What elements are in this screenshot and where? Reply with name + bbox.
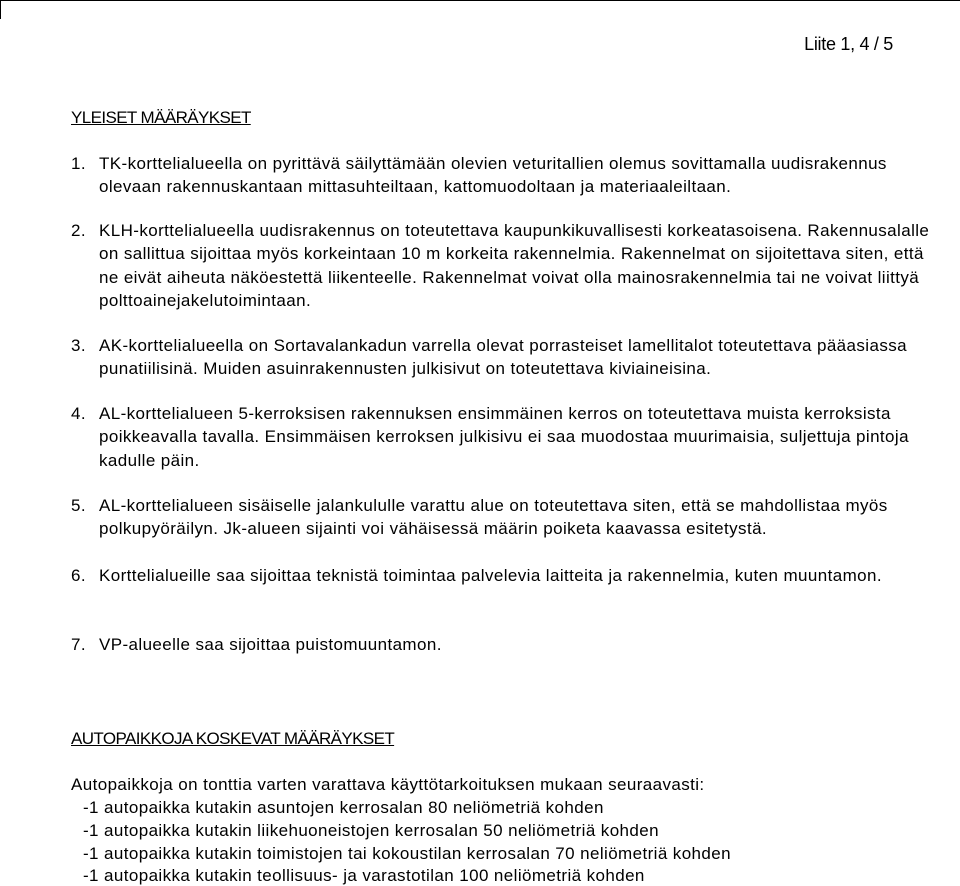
regulation-number: 1. [71,154,86,173]
page-top-border [0,0,960,1]
parking-regulations-heading: AUTOPAIKKOJA KOSKEVAT MÄÄRÄYKSET [71,729,395,748]
regulation-item-1 [71,152,931,199]
regulation-item-2 [71,219,931,312]
parking-rule: -1 autopaikka kutakin liikehuoneistojen kerrosalan 50 neliömetriä kohden [83,821,659,840]
regulation-text: AL-korttelialueen 5-kerroksisen rakennuksen ensimmäinen kerros on toteutettava muista kerroksista poikkeavalla tavalla. Ensimmäisen kerroksen julkisivu ei saa muodostaa muurimaisia, suljettuja pintoja kadulle päin. [99,404,909,470]
regulation-item-7 [71,633,931,656]
regulation-number: 2. [71,221,86,240]
regulation-item-5 [71,494,931,541]
regulation-number: 3. [71,336,86,355]
regulation-text: KLH-korttelialueella uudisrakennus on toteutettava kaupunkikuvallisesti korkeatasoisena. Rakennusalalle on sallittua sijoittaa myös korkeintaan 10 m korkeita rakennelmia. Rakennelmat on sijoitettava siten, että ne eivät aiheuta näköestettä liikenteelle. Rakennelmat voivat olla mainosrakennelmia tai ne voivat liittyä polttoainejakelutoimintaan. [99,221,930,310]
appendix-reference: Liite 1, 4 / 5 [804,34,893,54]
parking-rule: -1 autopaikka kutakin teollisuus- ja varastotilan 100 neliömetriä kohden [83,866,645,885]
regulation-number: 4. [71,404,86,423]
regulation-text: AL-korttelialueen sisäiselle jalankululle varattu alue on toteutettava siten, että se mahdollistaa myös polkupyöräilyn. Jk-alueen sijainti voi vähäisessä määrin poiketa kaavassa esitetystä. [99,496,888,539]
regulation-number: 7. [71,635,86,654]
regulation-text: TK-korttelialueella on pyrittävä säilyttämään olevien veturitallien olemus sovittamalla uudisrakennus olevaan rakennuskantaan mittasuhteiltaan, kattomuodoltaan ja materiaaleiltaan. [99,154,887,197]
regulation-number: 5. [71,496,86,515]
regulation-number: 6. [71,566,86,585]
corner-crop-mark [0,0,6,19]
parking-rule: -1 autopaikka kutakin asuntojen kerrosalan 80 neliömetriä kohden [83,798,604,817]
general-regulations-heading: YLEISET MÄÄRÄYKSET [71,108,251,127]
regulation-text: AK-korttelialueella on Sortavalankadun varrella olevat porrasteiset lamellitalot toteutettava pääasiassa punatiilisinä. Muiden asuinrakennusten julkisivut on toteutettava kiviaineisina. [99,336,907,379]
parking-intro: Autopaikkoja on tonttia varten varattava käyttötarkoituksen mukaan seuraavasti: [71,775,705,794]
regulation-text: Korttelialueille saa sijoittaa teknistä toimintaa palvelevia laitteita ja rakennelmia, kuten muuntamon. [99,566,882,585]
regulation-item-6 [71,564,931,587]
regulation-text: VP-alueelle saa sijoittaa puistomuuntamon. [99,635,442,654]
regulation-item-4 [71,402,931,472]
regulation-item-3 [71,334,931,381]
parking-rule: -1 autopaikka kutakin toimistojen tai kokoustilan kerrosalan 70 neliömetriä kohden [83,844,731,863]
